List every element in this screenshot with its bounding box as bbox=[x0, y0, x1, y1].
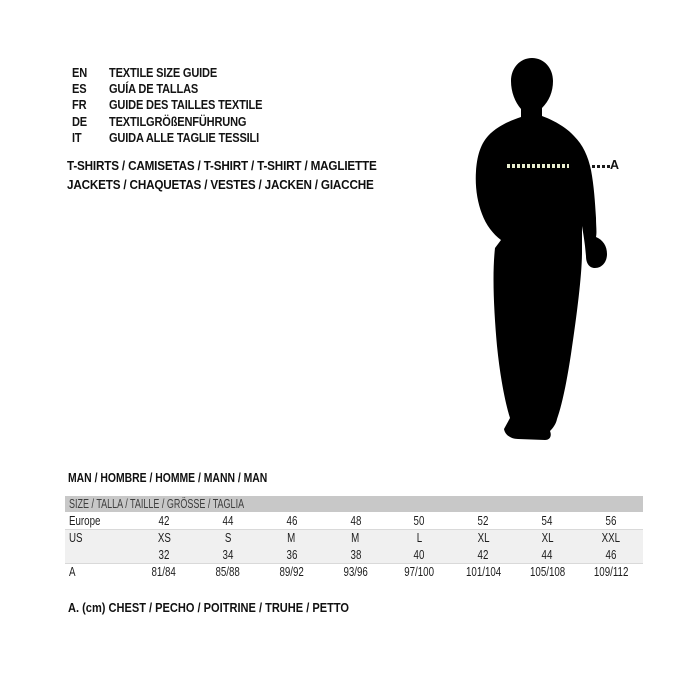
chest-measure-line-on-body bbox=[507, 164, 569, 168]
table-row bbox=[65, 529, 643, 546]
language-row bbox=[72, 80, 289, 96]
size-cell: 56 bbox=[605, 513, 617, 528]
size-cell: 105/108 bbox=[529, 565, 565, 579]
size-cell: XL bbox=[477, 531, 490, 545]
size-cell: 32 bbox=[158, 547, 170, 562]
size-cell: 48 bbox=[350, 513, 361, 528]
size-cell: 42 bbox=[158, 513, 170, 528]
language-row bbox=[72, 97, 289, 113]
language-label: GUIDE DES TAILLES TEXTILE bbox=[109, 97, 263, 113]
language-code: IT bbox=[72, 130, 82, 146]
size-cell: 36 bbox=[286, 547, 298, 562]
section-title: MAN / HOMBRE / HOMME / MANN / MAN bbox=[68, 470, 268, 485]
size-cell: S bbox=[224, 531, 232, 545]
size-cell: 44 bbox=[222, 513, 234, 528]
language-label: GUÍA DE TALLAS bbox=[109, 81, 199, 97]
size-cell: XXL bbox=[601, 531, 621, 545]
size-cell: 44 bbox=[541, 547, 553, 562]
language-list bbox=[72, 64, 289, 146]
man-silhouette bbox=[440, 50, 640, 450]
size-cell: 46 bbox=[605, 547, 617, 562]
language-code: EN bbox=[72, 64, 88, 80]
row-label: A bbox=[69, 565, 76, 579]
language-code: FR bbox=[72, 97, 87, 113]
size-cell: 54 bbox=[541, 513, 553, 528]
size-cell: M bbox=[351, 531, 360, 545]
size-cell: 109/112 bbox=[593, 565, 629, 579]
language-code: DE bbox=[72, 113, 88, 129]
man-figure bbox=[440, 50, 680, 452]
size-cell: 89/92 bbox=[279, 565, 304, 579]
product-line: T-SHIRTS / CAMISETAS / T-SHIRT / T-SHIRT / MAGLIETTE bbox=[67, 158, 377, 173]
size-cell: 42 bbox=[477, 547, 489, 562]
language-label: TEXTILE SIZE GUIDE bbox=[109, 64, 218, 80]
size-table-body bbox=[65, 512, 643, 580]
size-cell: XL bbox=[541, 531, 554, 545]
size-table bbox=[65, 496, 643, 580]
row-label: US bbox=[69, 531, 83, 545]
size-cell: 34 bbox=[222, 547, 234, 562]
table-row bbox=[65, 512, 643, 529]
product-line: JACKETS / CHAQUETAS / VESTES / JACKEN / GIACCHE bbox=[67, 176, 374, 192]
size-cell: 101/104 bbox=[465, 565, 501, 579]
size-cell: 46 bbox=[286, 513, 298, 528]
measure-label-a: A bbox=[610, 158, 620, 172]
size-cell: 52 bbox=[477, 513, 489, 528]
table-row bbox=[65, 563, 643, 580]
size-cell: 93/96 bbox=[343, 565, 368, 579]
product-lines bbox=[67, 157, 411, 194]
man-silhouette-path bbox=[476, 58, 607, 440]
size-cell: XS bbox=[157, 531, 171, 545]
language-row bbox=[72, 113, 289, 129]
language-row bbox=[72, 130, 289, 146]
size-cell: L bbox=[416, 531, 423, 545]
size-cell: 97/100 bbox=[404, 565, 435, 579]
language-row bbox=[72, 64, 289, 80]
language-label: TEXTILGRÖßENFÜHRUNG bbox=[109, 113, 247, 129]
table-row bbox=[65, 546, 643, 563]
size-cell: 81/84 bbox=[151, 565, 177, 579]
size-cell: 38 bbox=[350, 547, 361, 562]
size-cell: M bbox=[287, 531, 296, 545]
language-code: ES bbox=[72, 81, 87, 97]
size-cell: 85/88 bbox=[215, 565, 241, 579]
size-cell: 40 bbox=[414, 547, 425, 562]
size-cell: 50 bbox=[414, 513, 425, 528]
measurement-footnote: A. (cm) CHEST / PECHO / POITRINE / TRUHE / PETTO bbox=[68, 600, 349, 615]
row-label bbox=[65, 548, 132, 562]
language-label: GUIDA ALLE TAGLIE TESSILI bbox=[109, 130, 260, 146]
size-table-header: SIZE / TALLA / TAILLE / GRÖSSE / TAGLIA bbox=[65, 496, 643, 512]
row-label: Europe bbox=[69, 513, 101, 528]
chest-measure-line-extension bbox=[592, 165, 610, 168]
